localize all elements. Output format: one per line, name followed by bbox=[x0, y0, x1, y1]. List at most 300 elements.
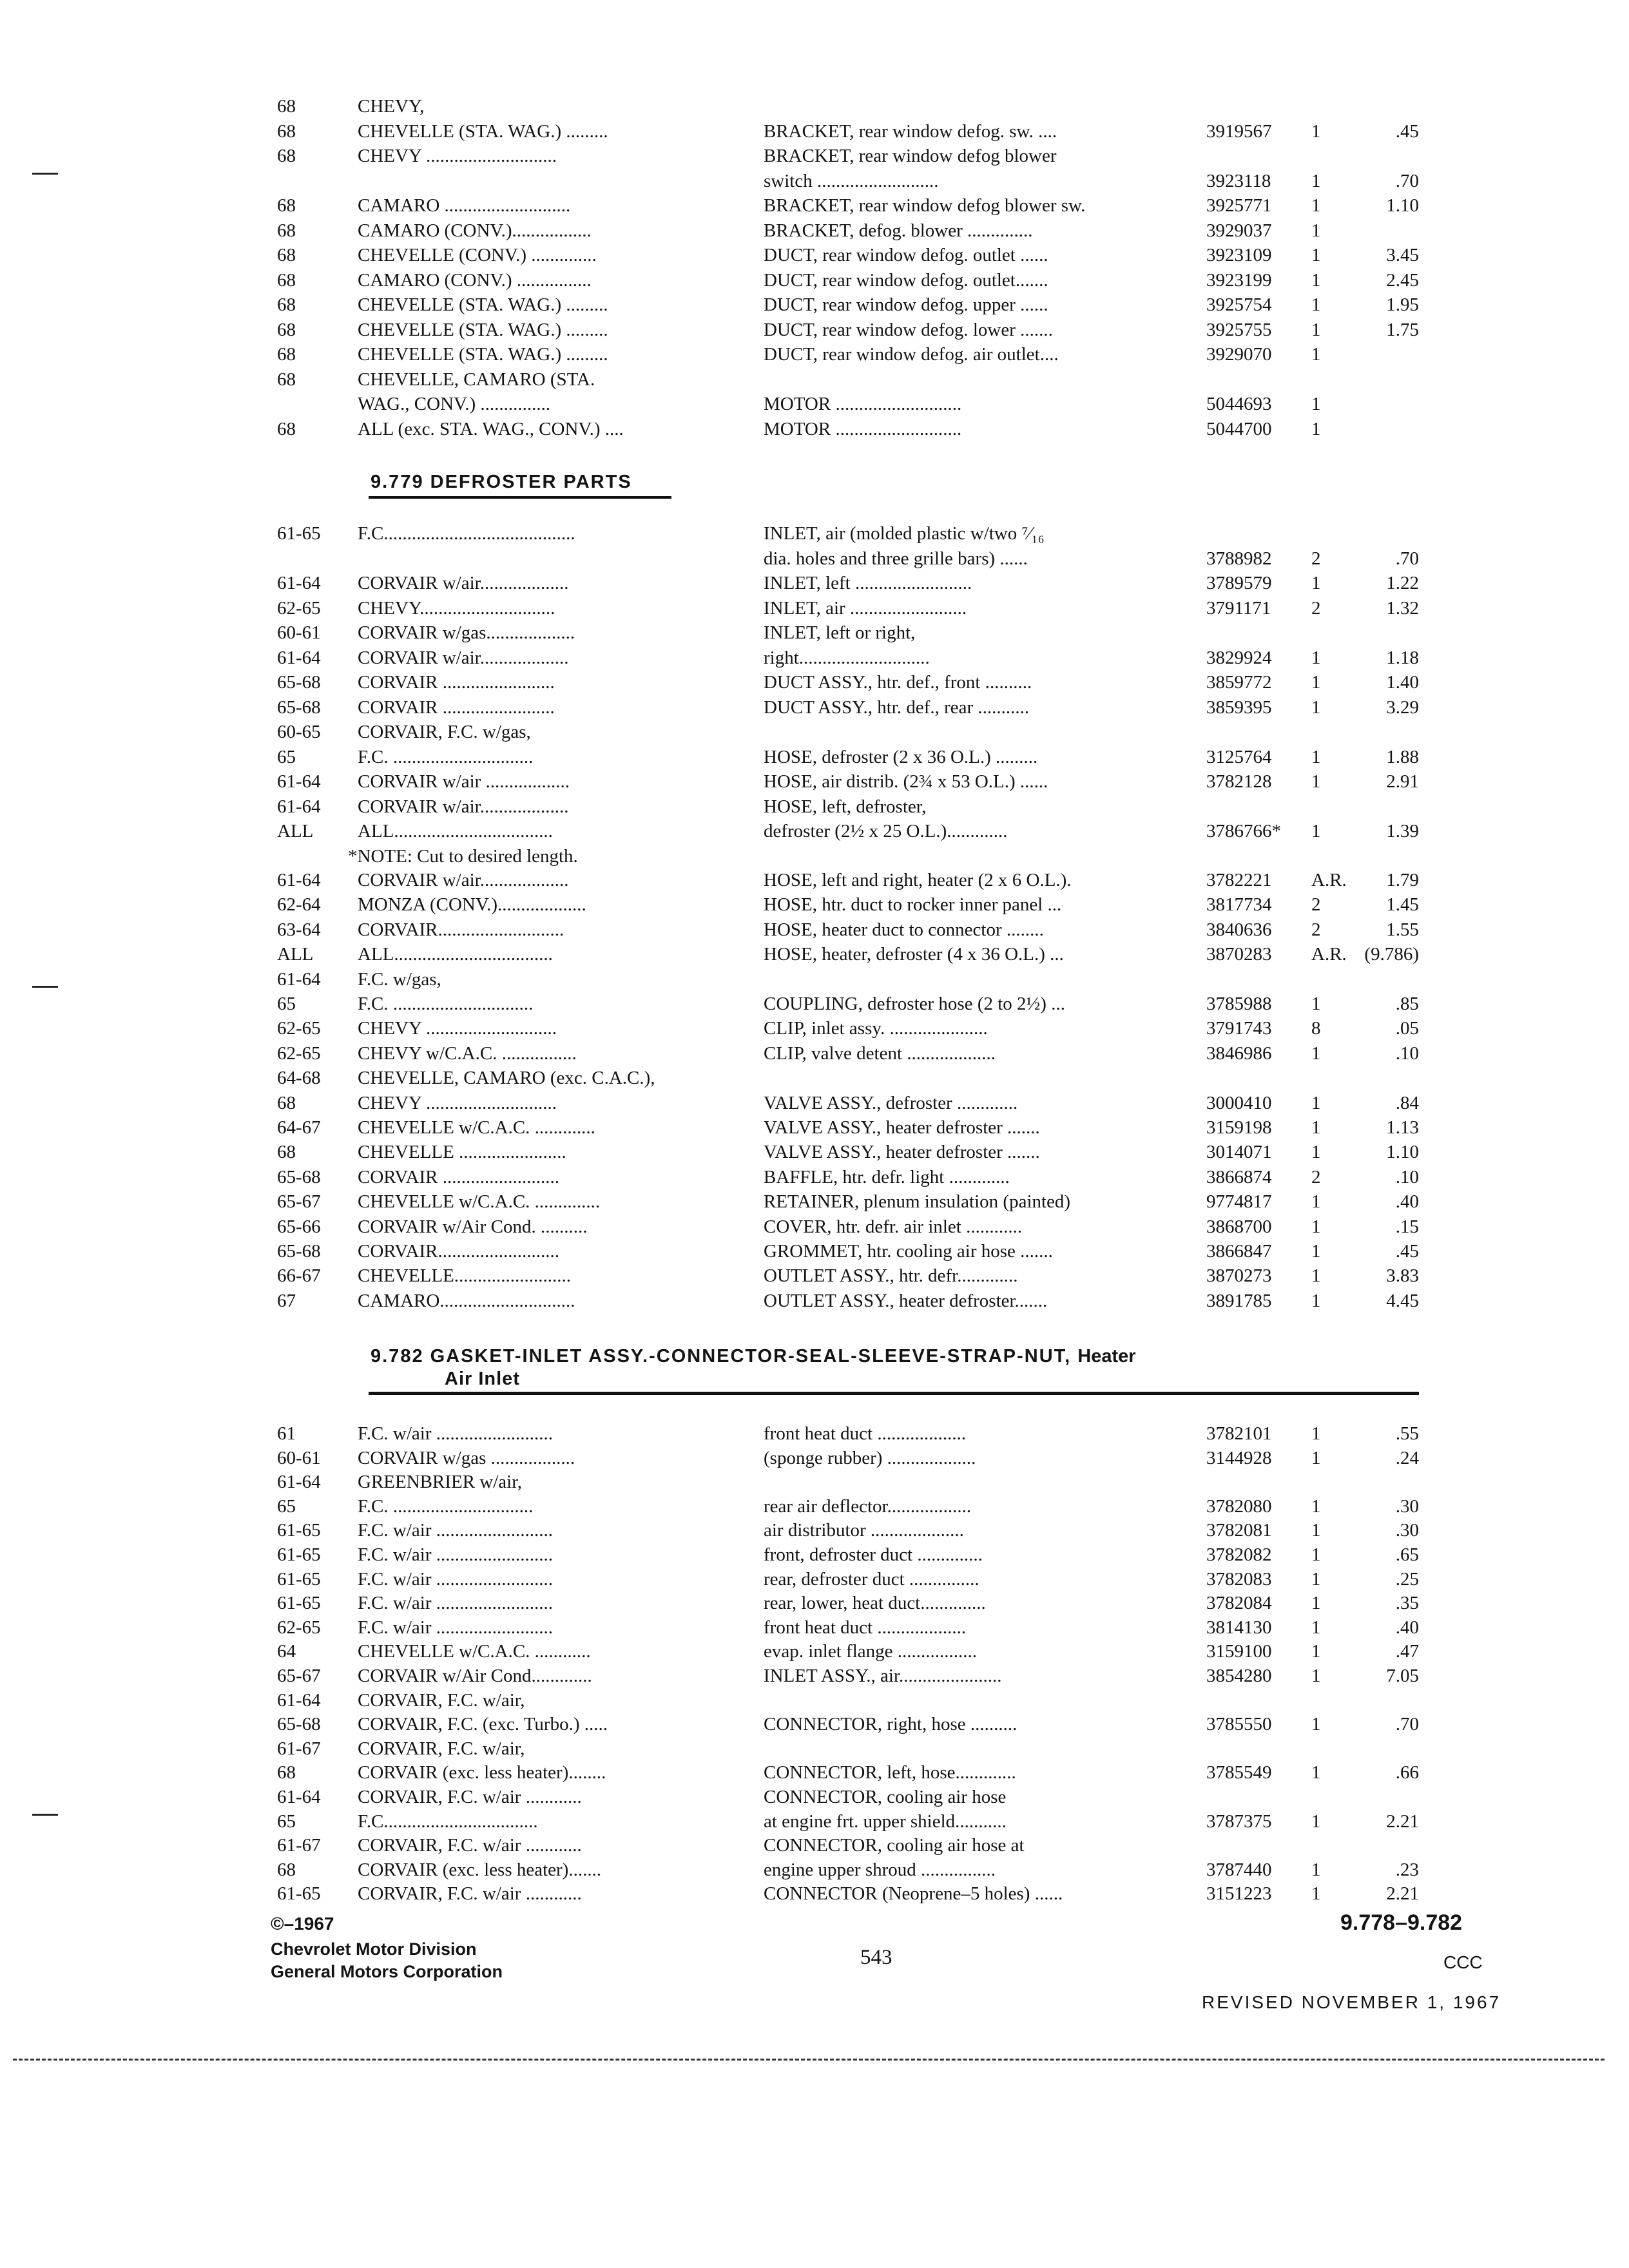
parts-row bbox=[0, 966, 1629, 992]
part-number-cell: 5044700 bbox=[1206, 418, 1272, 439]
year-cell: 68 bbox=[277, 344, 296, 365]
parts-row bbox=[0, 1469, 1629, 1495]
parts-row bbox=[0, 1784, 1629, 1810]
part-number-cell: 3786766* bbox=[1206, 821, 1281, 841]
quantity-cell: 1 bbox=[1311, 1520, 1321, 1541]
price-cell: 1.40 bbox=[1386, 672, 1419, 693]
parts-row bbox=[0, 941, 1629, 967]
parts-row bbox=[0, 1164, 1629, 1190]
price-cell: 1.45 bbox=[1386, 894, 1419, 916]
quantity-cell: 1 bbox=[1311, 1714, 1321, 1735]
quantity-cell: 1 bbox=[1311, 1544, 1321, 1565]
parts-row bbox=[0, 1288, 1629, 1314]
quantity-cell: 1 bbox=[1311, 771, 1321, 792]
year-cell: 68 bbox=[277, 146, 296, 166]
year-cell: 68 bbox=[277, 96, 296, 117]
quantity-cell: 1 bbox=[1311, 1593, 1321, 1614]
description-cell: CONNECTOR, left, hose............. bbox=[764, 1762, 1016, 1783]
part-number-cell: 3919567 bbox=[1206, 120, 1272, 142]
year-cell: 63-64 bbox=[277, 919, 321, 940]
description-cell: HOSE, htr. duct to rocker inner panel ... bbox=[764, 894, 1062, 916]
parts-row bbox=[0, 317, 1629, 343]
part-number-cell: 3866874 bbox=[1206, 1166, 1272, 1187]
year-cell: 68 bbox=[277, 120, 296, 142]
year-cell: 65-68 bbox=[277, 1714, 321, 1735]
description-cell: CONNECTOR (Neoprene–5 holes) ...... bbox=[764, 1883, 1063, 1905]
model-cell: WAG., CONV.) ............... bbox=[358, 394, 551, 414]
quantity-cell: 1 bbox=[1311, 647, 1321, 668]
quantity-cell: 1 bbox=[1311, 1762, 1321, 1783]
parts-row bbox=[0, 1090, 1629, 1116]
year-cell: 65-68 bbox=[277, 697, 321, 718]
part-number-cell: 5044693 bbox=[1206, 394, 1272, 414]
model-cell: CORVAIR, F.C. w/air, bbox=[358, 1689, 525, 1711]
parts-row bbox=[0, 744, 1629, 770]
parts-row bbox=[0, 794, 1629, 820]
price-cell: .65 bbox=[1395, 1544, 1419, 1565]
price-cell: .23 bbox=[1395, 1859, 1419, 1880]
year-cell: 65-67 bbox=[277, 1666, 321, 1686]
parts-row bbox=[0, 341, 1629, 367]
description-cell: front, defroster duct .............. bbox=[764, 1544, 983, 1565]
quantity-cell: 1 bbox=[1311, 1617, 1321, 1638]
parts-row bbox=[0, 218, 1629, 244]
parts-row bbox=[0, 1238, 1629, 1264]
model-cell: F.C. w/air ......................... bbox=[358, 1544, 553, 1565]
part-number-cell: 3866847 bbox=[1206, 1241, 1272, 1262]
model-cell: CAMARO (CONV.) ................ bbox=[358, 269, 592, 291]
description-cell: engine upper shroud ................ bbox=[764, 1859, 996, 1880]
page-number: 543 bbox=[860, 1946, 892, 1969]
model-cell: CORVAIR, F.C. (exc. Turbo.) ..... bbox=[358, 1714, 608, 1735]
year-cell: 67 bbox=[277, 1290, 296, 1311]
part-number-cell: 3151223 bbox=[1206, 1883, 1272, 1905]
part-number-cell: 3891785 bbox=[1206, 1290, 1272, 1311]
parts-row bbox=[0, 1590, 1629, 1616]
quantity-cell: 1 bbox=[1311, 195, 1321, 216]
section-3-title bbox=[371, 1343, 1136, 1369]
model-cell: CHEVELLE, CAMARO (exc. C.A.C.), bbox=[358, 1068, 655, 1089]
quantity-cell: 1 bbox=[1311, 1447, 1321, 1468]
model-cell: F.C......................................... bbox=[358, 523, 575, 544]
price-cell: .55 bbox=[1395, 1423, 1419, 1444]
part-number-cell: 3782082 bbox=[1206, 1544, 1272, 1565]
parts-row bbox=[0, 1263, 1629, 1289]
description-cell: front heat duct ................... bbox=[764, 1617, 967, 1638]
model-cell: CORVAIR w/air................... bbox=[358, 796, 569, 817]
price-cell: 2.91 bbox=[1386, 771, 1419, 792]
model-cell: CAMARO ........................... bbox=[358, 195, 571, 216]
part-number-cell: 3788982 bbox=[1206, 548, 1272, 569]
model-cell: CHEVELLE w/C.A.C. ............. bbox=[358, 1117, 595, 1138]
parts-row bbox=[0, 769, 1629, 794]
year-cell: 64-67 bbox=[277, 1117, 321, 1138]
price-cell: 4.45 bbox=[1386, 1290, 1419, 1311]
parts-row bbox=[0, 1736, 1629, 1762]
price-cell: (9.786) bbox=[1364, 944, 1419, 965]
description-cell: DUCT ASSY., htr. def., front .......... bbox=[764, 672, 1032, 693]
year-cell: ALL bbox=[277, 821, 314, 841]
price-cell: 2.45 bbox=[1386, 269, 1419, 291]
model-cell: CORVAIR, F.C. w/gas, bbox=[358, 722, 531, 742]
quantity-cell: 1 bbox=[1311, 1265, 1321, 1287]
quantity-cell: 1 bbox=[1311, 245, 1321, 265]
parts-row bbox=[0, 1639, 1629, 1664]
price-cell: .30 bbox=[1395, 1495, 1419, 1517]
year-cell: 61-64 bbox=[277, 771, 321, 792]
year-cell: 61-65 bbox=[277, 1544, 321, 1565]
quantity-cell: 1 bbox=[1311, 1495, 1321, 1517]
parts-row bbox=[0, 1615, 1629, 1640]
description-cell: COVER, htr. defr. air inlet ............ bbox=[764, 1216, 1023, 1237]
year-cell: 60-61 bbox=[277, 622, 321, 643]
price-cell: 1.18 bbox=[1386, 647, 1419, 668]
part-number-cell: 3923109 bbox=[1206, 245, 1272, 265]
model-cell: CORVAIR (exc. less heater)........ bbox=[358, 1762, 606, 1783]
parts-row bbox=[0, 917, 1629, 943]
description-cell: VALVE ASSY., defroster ............. bbox=[764, 1092, 1018, 1113]
price-cell: .45 bbox=[1395, 1241, 1419, 1262]
part-number-cell: 3859772 bbox=[1206, 672, 1272, 693]
model-cell: CAMARO (CONV.)................. bbox=[358, 220, 592, 241]
model-cell: F.C. w/air ......................... bbox=[358, 1520, 553, 1541]
quantity-cell: 1 bbox=[1311, 1883, 1321, 1905]
description-cell: rear, defroster duct ............... bbox=[764, 1568, 979, 1590]
parts-row bbox=[0, 1881, 1629, 1907]
year-cell: 65-68 bbox=[277, 1166, 321, 1187]
parts-row bbox=[0, 546, 1629, 572]
year-cell: 62-65 bbox=[277, 1617, 321, 1638]
description-cell: INLET, air (molded plastic w/two ⁷⁄₁₆ bbox=[764, 523, 1045, 544]
year-cell: 61-64 bbox=[277, 1787, 321, 1807]
description-cell: HOSE, heater, defroster (4 x 36 O.L.) ... bbox=[764, 944, 1064, 965]
part-number-cell: 3782221 bbox=[1206, 870, 1272, 890]
price-cell: .85 bbox=[1395, 994, 1419, 1014]
description-cell: rear air deflector.................. bbox=[764, 1495, 972, 1517]
price-cell: 3.83 bbox=[1386, 1265, 1419, 1287]
price-cell: 1.55 bbox=[1386, 919, 1419, 940]
model-cell: CHEVELLE (CONV.) .............. bbox=[358, 245, 597, 265]
description-cell: INLET, left or right, bbox=[764, 622, 916, 643]
model-cell: F.C. w/gas, bbox=[358, 968, 441, 990]
price-cell: 1.10 bbox=[1386, 1142, 1419, 1163]
description-cell: OUTLET ASSY., heater defroster....... bbox=[764, 1290, 1048, 1311]
parts-row bbox=[0, 242, 1629, 268]
section-3-title-tail: Heater bbox=[1077, 1346, 1136, 1367]
model-cell: CHEVY ............................ bbox=[358, 1018, 557, 1039]
parts-row bbox=[0, 267, 1629, 293]
parts-row bbox=[0, 1065, 1629, 1091]
parts-row bbox=[0, 1542, 1629, 1568]
parts-row bbox=[0, 1445, 1629, 1471]
quantity-cell: 1 bbox=[1311, 319, 1321, 340]
year-cell: 61-65 bbox=[277, 1568, 321, 1590]
quantity-cell: 1 bbox=[1311, 1568, 1321, 1590]
description-cell: BRACKET, defog. blower .............. bbox=[764, 220, 1033, 241]
part-number-cell: 3846986 bbox=[1206, 1043, 1272, 1064]
price-cell: .10 bbox=[1395, 1166, 1419, 1187]
description-cell: BRACKET, rear window defog blower sw. bbox=[764, 195, 1086, 216]
model-cell: F.C. w/air ......................... bbox=[358, 1593, 553, 1614]
quantity-cell: 1 bbox=[1311, 1092, 1321, 1113]
description-cell: front heat duct ................... bbox=[764, 1423, 967, 1444]
model-cell: CORVAIR ......................... bbox=[358, 1166, 559, 1187]
price-cell: 1.75 bbox=[1386, 319, 1419, 340]
parts-row bbox=[0, 892, 1629, 918]
quantity-cell: 8 bbox=[1311, 1018, 1321, 1039]
model-cell: CORVAIR w/gas................... bbox=[358, 622, 575, 643]
quantity-cell: 1 bbox=[1311, 394, 1321, 414]
part-number-cell: 3840636 bbox=[1206, 919, 1272, 940]
corporation-name: General Motors Corporation bbox=[271, 1962, 503, 1981]
division-name: Chevrolet Motor Division bbox=[271, 1939, 477, 1959]
description-cell: HOSE, defroster (2 x 36 O.L.) ......... bbox=[764, 746, 1038, 767]
section-2-title: 9.779 DEFROSTER PARTS bbox=[371, 472, 632, 492]
quantity-cell: 1 bbox=[1311, 294, 1321, 315]
model-cell: CHEVELLE......................... bbox=[358, 1265, 572, 1287]
part-number-cell: 3785988 bbox=[1206, 994, 1272, 1014]
quantity-cell: 1 bbox=[1311, 697, 1321, 718]
model-cell: CHEVY ............................ bbox=[358, 1092, 557, 1113]
part-number-cell: 3925754 bbox=[1206, 294, 1272, 315]
year-cell: 68 bbox=[277, 220, 296, 241]
price-cell: .30 bbox=[1395, 1520, 1419, 1541]
quantity-cell: 1 bbox=[1311, 344, 1321, 365]
parts-row bbox=[0, 818, 1629, 844]
part-number-cell: 3923199 bbox=[1206, 269, 1272, 291]
model-cell: CAMARO............................. bbox=[358, 1290, 575, 1311]
model-cell: CORVAIR, F.C. w/air ............ bbox=[358, 1787, 582, 1807]
quantity-cell: 1 bbox=[1311, 1641, 1321, 1662]
part-number-cell: 3817734 bbox=[1206, 894, 1272, 916]
parts-row bbox=[0, 416, 1629, 442]
description-cell: BRACKET, rear window defog blower bbox=[764, 146, 1057, 166]
model-cell: CHEVELLE w/C.A.C. .............. bbox=[358, 1191, 601, 1213]
part-number-cell: 3814130 bbox=[1206, 1617, 1272, 1638]
description-cell: right............................ bbox=[764, 647, 930, 668]
description-cell: CLIP, valve detent ................... bbox=[764, 1043, 996, 1064]
price-cell: 2.21 bbox=[1386, 1811, 1419, 1832]
quantity-cell: 1 bbox=[1311, 120, 1321, 142]
model-cell: F.C. w/air ......................... bbox=[358, 1568, 553, 1590]
price-cell: 1.79 bbox=[1386, 870, 1419, 890]
quantity-cell: 1 bbox=[1311, 418, 1321, 439]
parts-row bbox=[0, 1663, 1629, 1689]
parts-row bbox=[0, 143, 1629, 169]
year-cell: 61-64 bbox=[277, 968, 321, 990]
price-cell: .84 bbox=[1395, 1092, 1419, 1113]
price-cell: .70 bbox=[1395, 548, 1419, 569]
part-number-cell: 3859395 bbox=[1206, 697, 1272, 718]
model-cell: GREENBRIER w/air, bbox=[358, 1472, 522, 1493]
model-cell: CHEVELLE (STA. WAG.) ......... bbox=[358, 294, 608, 315]
price-cell: .25 bbox=[1395, 1568, 1419, 1590]
parts-row bbox=[0, 991, 1629, 1017]
model-cell: CORVAIR (exc. less heater)....... bbox=[358, 1859, 602, 1880]
part-number-cell: 3782084 bbox=[1206, 1593, 1272, 1614]
quantity-cell: 2 bbox=[1311, 894, 1321, 916]
year-cell: 61-64 bbox=[277, 796, 321, 817]
bottom-scan-line bbox=[13, 2059, 1605, 2061]
model-cell: CHEVY, bbox=[358, 96, 425, 117]
year-cell: 61-64 bbox=[277, 1689, 321, 1711]
description-cell: defroster (2½ x 25 O.L.)............. bbox=[764, 821, 1008, 841]
quantity-cell: 2 bbox=[1311, 1166, 1321, 1187]
quantity-cell: A.R. bbox=[1311, 944, 1347, 965]
part-number-cell: 3854280 bbox=[1206, 1666, 1272, 1686]
part-number-cell: 3782101 bbox=[1206, 1423, 1272, 1444]
parts-row bbox=[0, 570, 1629, 596]
year-cell: 68 bbox=[277, 1092, 296, 1113]
year-cell: 60-61 bbox=[277, 1447, 321, 1468]
year-cell: 66-67 bbox=[277, 1265, 321, 1287]
year-cell: 60-65 bbox=[277, 722, 321, 742]
parts-row bbox=[0, 1809, 1629, 1834]
parts-row bbox=[0, 1189, 1629, 1215]
parts-row bbox=[0, 1421, 1629, 1446]
section-2-title-rule bbox=[369, 496, 671, 499]
year-cell: ALL bbox=[277, 944, 314, 965]
price-cell: .05 bbox=[1395, 1018, 1419, 1039]
parts-row bbox=[0, 93, 1629, 119]
parts-row bbox=[0, 168, 1629, 194]
parts-row bbox=[0, 645, 1629, 671]
model-cell: CORVAIR.......................... bbox=[358, 1241, 559, 1262]
description-cell: CONNECTOR, right, hose .......... bbox=[764, 1714, 1017, 1735]
description-cell: OUTLET ASSY., htr. defr............. bbox=[764, 1265, 1018, 1287]
quantity-cell: 1 bbox=[1311, 1423, 1321, 1444]
description-cell: rear, lower, heat duct.............. bbox=[764, 1593, 986, 1614]
revised-date: REVISED NOVEMBER 1, 1967 bbox=[1202, 1992, 1501, 2012]
model-cell: CORVAIR w/air .................. bbox=[358, 771, 570, 792]
year-cell: 65-67 bbox=[277, 1191, 321, 1213]
part-number-cell: 3785549 bbox=[1206, 1762, 1272, 1783]
price-cell: 1.95 bbox=[1386, 294, 1419, 315]
year-cell: 68 bbox=[277, 1859, 296, 1880]
year-cell: 61-64 bbox=[277, 647, 321, 668]
model-cell: CORVAIR w/air................... bbox=[358, 870, 569, 890]
model-cell: CORVAIR, F.C. w/air, bbox=[358, 1738, 525, 1759]
part-number-cell: 9774817 bbox=[1206, 1191, 1272, 1213]
model-cell: CORVAIR w/Air Cond............. bbox=[358, 1666, 592, 1686]
parts-row bbox=[0, 1041, 1629, 1066]
year-cell: 68 bbox=[277, 245, 296, 265]
description-cell: (sponge rubber) ................... bbox=[764, 1447, 976, 1468]
year-cell: 68 bbox=[277, 294, 296, 315]
quantity-cell: 1 bbox=[1311, 1811, 1321, 1832]
year-cell: 61-64 bbox=[277, 870, 321, 890]
year-cell: 61-64 bbox=[277, 573, 321, 593]
model-cell: MONZA (CONV.)................... bbox=[358, 894, 586, 916]
parts-row bbox=[0, 1687, 1629, 1713]
description-cell: VALVE ASSY., heater defroster ....... bbox=[764, 1142, 1040, 1163]
model-cell: CHEVELLE ....................... bbox=[358, 1142, 566, 1163]
price-cell: .66 bbox=[1395, 1762, 1419, 1783]
part-number-cell: 3923118 bbox=[1206, 170, 1271, 191]
model-cell: CHEVY............................. bbox=[358, 597, 555, 619]
year-cell: 68 bbox=[277, 369, 296, 390]
parts-row bbox=[0, 1760, 1629, 1785]
year-cell: 65-68 bbox=[277, 1241, 321, 1262]
description-cell: evap. inlet flange ................. bbox=[764, 1641, 977, 1662]
part-number-cell: 3870273 bbox=[1206, 1265, 1272, 1287]
price-cell: .40 bbox=[1395, 1191, 1419, 1213]
part-number-cell: 3929070 bbox=[1206, 344, 1272, 365]
parts-row bbox=[0, 1711, 1629, 1737]
parts-row bbox=[0, 867, 1629, 893]
quantity-cell: 1 bbox=[1311, 1142, 1321, 1163]
quantity-cell: 1 bbox=[1311, 269, 1321, 291]
year-cell: 62-65 bbox=[277, 1043, 321, 1064]
section-2-note: *NOTE: Cut to desired length. bbox=[348, 846, 578, 867]
parts-row bbox=[0, 719, 1629, 745]
parts-row bbox=[0, 1494, 1629, 1519]
quantity-cell: 1 bbox=[1311, 220, 1321, 241]
description-cell: DUCT, rear window defog. lower ....... bbox=[764, 319, 1053, 340]
description-cell: INLET ASSY., air...................... bbox=[764, 1666, 1002, 1686]
description-cell: CONNECTOR, cooling air hose at bbox=[764, 1835, 1025, 1856]
year-cell: 65-68 bbox=[277, 672, 321, 693]
description-cell: dia. holes and three grille bars) ...... bbox=[764, 548, 1028, 569]
model-cell: CHEVY w/C.A.C. ................ bbox=[358, 1043, 577, 1064]
model-cell: F.C. w/air ......................... bbox=[358, 1423, 553, 1444]
quantity-cell: 1 bbox=[1311, 994, 1321, 1014]
model-cell: CHEVY ............................ bbox=[358, 146, 557, 166]
description-cell: BAFFLE, htr. defr. light ............. bbox=[764, 1166, 1010, 1187]
quantity-cell: 1 bbox=[1311, 672, 1321, 693]
model-cell: CORVAIR w/air................... bbox=[358, 573, 569, 593]
description-cell: DUCT, rear window defog. outlet ...... bbox=[764, 245, 1048, 265]
price-cell: .40 bbox=[1395, 1617, 1419, 1638]
part-number-cell: 3782081 bbox=[1206, 1520, 1272, 1541]
description-cell: RETAINER, plenum insulation (painted) bbox=[764, 1191, 1071, 1213]
year-cell: 68 bbox=[277, 269, 296, 291]
part-number-cell: 3014071 bbox=[1206, 1142, 1272, 1163]
section-3-title-rule bbox=[369, 1392, 1419, 1395]
model-cell: CORVAIR ........................ bbox=[358, 672, 555, 693]
model-cell: CHEVELLE (STA. WAG.) ......... bbox=[358, 344, 608, 365]
parts-row bbox=[0, 1115, 1629, 1140]
parts-row bbox=[0, 193, 1629, 218]
year-cell: 62-65 bbox=[277, 1018, 321, 1039]
price-cell: .70 bbox=[1395, 1714, 1419, 1735]
part-number-cell: 3791743 bbox=[1206, 1018, 1272, 1039]
model-cell: ALL (exc. STA. WAG., CONV.) .... bbox=[358, 418, 624, 439]
price-cell: 7.05 bbox=[1386, 1666, 1419, 1686]
quantity-cell: 1 bbox=[1311, 821, 1321, 841]
parts-row bbox=[0, 391, 1629, 417]
description-cell: HOSE, left, defroster, bbox=[764, 796, 927, 817]
quantity-cell: 1 bbox=[1311, 1191, 1321, 1213]
description-cell: COUPLING, defroster hose (2 to 2½) ... bbox=[764, 994, 1065, 1014]
part-number-cell: 3782083 bbox=[1206, 1568, 1272, 1590]
quantity-cell: 1 bbox=[1311, 1043, 1321, 1064]
parts-row bbox=[0, 1015, 1629, 1041]
year-cell: 65 bbox=[277, 1811, 296, 1832]
price-cell: .47 bbox=[1395, 1641, 1419, 1662]
section-3-subtitle: Air Inlet bbox=[445, 1369, 520, 1389]
description-cell: DUCT, rear window defog. outlet....... bbox=[764, 269, 1048, 291]
model-cell: F.C. .............................. bbox=[358, 746, 534, 767]
description-cell: switch .......................... bbox=[764, 170, 939, 191]
parts-row bbox=[0, 367, 1629, 392]
parts-row bbox=[0, 521, 1629, 546]
description-cell: VALVE ASSY., heater defroster ....... bbox=[764, 1117, 1040, 1138]
parts-row bbox=[0, 1857, 1629, 1883]
parts-row bbox=[0, 1139, 1629, 1165]
quantity-cell: 1 bbox=[1311, 170, 1321, 191]
year-cell: 61-64 bbox=[277, 1472, 321, 1493]
